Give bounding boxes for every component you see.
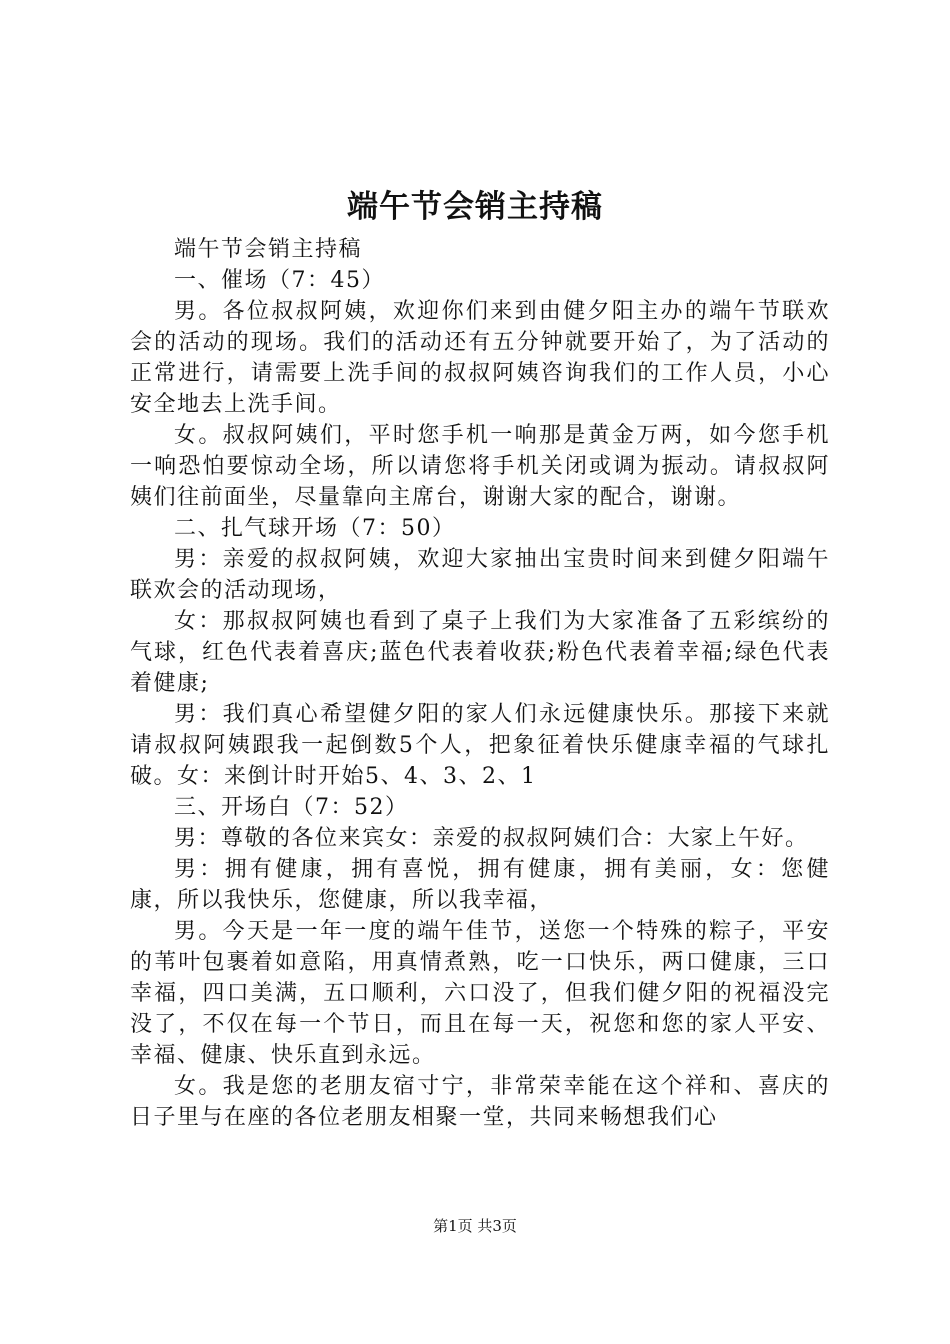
paragraph: 女。我是您的老朋友宿寸宁，非常荣幸能在这个祥和、喜庆的日子里与在座的各位老朋友相聚一堂，共同来畅想我们心 xyxy=(130,1074,830,1130)
paragraph: 男：亲爱的叔叔阿姨，欢迎大家抽出宝贵时间来到健夕阳端午联欢会的活动现场， xyxy=(130,547,830,603)
document-body xyxy=(130,234,830,1133)
paragraph: 男。今天是一年一度的端午佳节，送您一个特殊的粽子，平安的苇叶包裹着如意陷，用真情煮熟，吃一口快乐，两口健康，三口幸福，四口美满，五口顺利，六口没了，但我们健夕阳的祝福没完没了，不仅在每一个节日，而且在每一天，祝您和您的家人平安、幸福、健康、快乐直到永远。 xyxy=(130,919,830,1068)
document-title: 端午节会销主持稿 xyxy=(347,189,603,225)
paragraph: 女。叔叔阿姨们，平时您手机一响那是黄金万两，如今您手机一响恐怕要惊动全场，所以请您将手机关闭或调为振动。请叔叔阿姨们往前面坐，尽量靠向主席台，谢谢大家的配合，谢谢。 xyxy=(130,423,830,510)
paragraph: 男：尊敬的各位来宾女：亲爱的叔叔阿姨们合：大家上午好。 xyxy=(174,826,809,851)
paragraph: 男。各位叔叔阿姨，欢迎你们来到由健夕阳主办的端午节联欢会的活动的现场。我们的活动还有五分钟就要开始了，为了活动的正常进行，请需要上洗手间的叔叔阿姨咨询我们的工作人员，小心安全地去上洗手间。 xyxy=(130,299,830,417)
paragraph: 女：那叔叔阿姨也看到了桌子上我们为大家准备了五彩缤纷的气球，红色代表着喜庆;蓝色代表着收获;粉色代表着幸福;绿色代表着健康; xyxy=(130,609,830,696)
page-number: 第1页 共3页 xyxy=(433,1217,517,1235)
paragraph: 男：我们真心希望健夕阳的家人们永远健康快乐。那接下来就请叔叔阿姨跟我一起倒数5个人，把象征着快乐健康幸福的气球扎破。女：来倒计时开始5、4、3、2、1 xyxy=(130,702,830,789)
paragraph: 男：拥有健康，拥有喜悦，拥有健康，拥有美丽，女：您健康，所以我快乐，您健康，所以我幸福， xyxy=(130,857,830,913)
section-heading: 一、催场（7：45） xyxy=(174,268,385,293)
section-heading: 二、扎气球开场（7：50） xyxy=(174,516,456,541)
paragraph: 端午节会销主持稿 xyxy=(174,237,363,262)
section-heading: 三、开场白（7：52） xyxy=(174,795,409,820)
